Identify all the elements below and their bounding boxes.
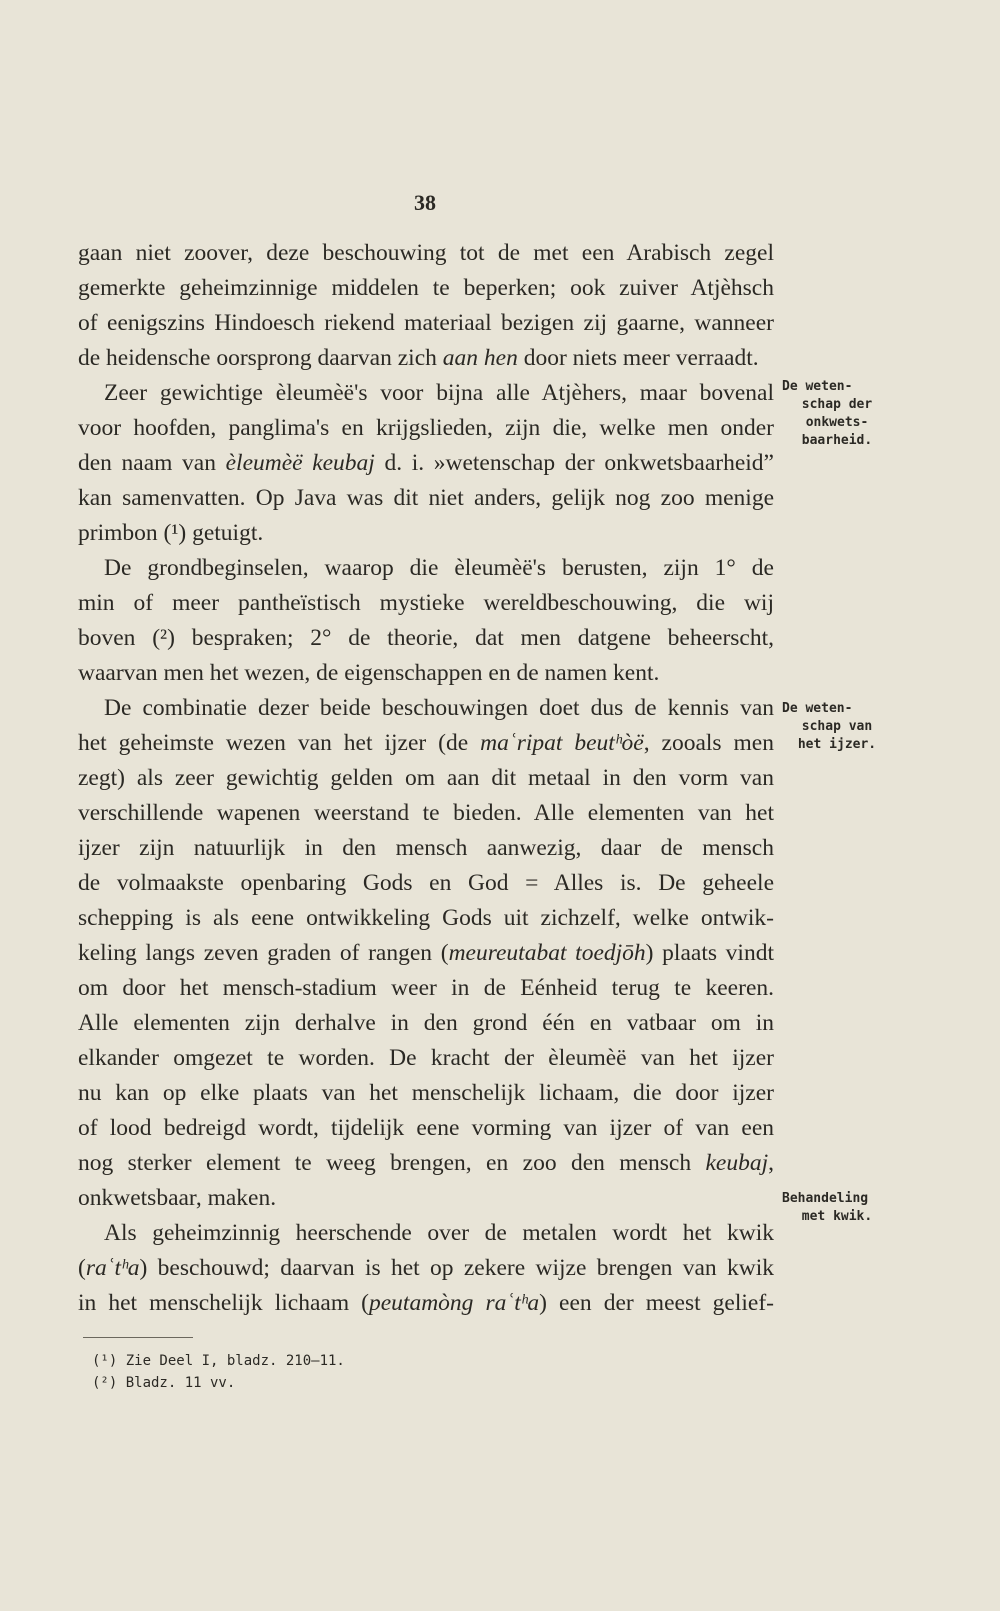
text-line: De combinatie dezer beide beschouwingen doet dus de kennis van (104, 695, 774, 721)
text-line: het geheimste wezen van het ijzer (de maʿripat beutʰòë, zooals men (78, 730, 774, 756)
text-line: den naam van èleumèë keubaj d. i. »wetenschap der onkwetsbaarheid” (78, 450, 774, 476)
margin-note-onkwetsbaarheid (782, 378, 892, 450)
text-line: elkander omgezet te worden. De kracht der èleumèë van het ijzer (78, 1045, 774, 1071)
margin-note-line: baarheid. (801, 433, 873, 448)
text-line: of eenigszins Hindoesch riekend materiaal bezigen zij gaarne, wanneer (78, 310, 774, 336)
text-line: Als geheimzinnig heerschende over de metalen wordt het kwik (104, 1220, 774, 1246)
text-line: primbon (¹) getuigt. (78, 520, 264, 546)
margin-note-line: De weten- (782, 701, 853, 716)
margin-note-line: schap der (801, 397, 873, 412)
text-line: ijzer zijn natuurlijk in den mensch aanwezig, daar de mensch (78, 835, 774, 861)
text-line: voor hoofden, panglima's en krijgslieden, zijn die, welke men onder (78, 415, 774, 441)
text-line: zegt) als zeer gewichtig gelden om aan dit metaal in den vorm van (78, 765, 774, 791)
footnote-divider (83, 1337, 193, 1338)
margin-note-line: Behandeling (782, 1191, 869, 1206)
margin-note-ijzer (782, 700, 892, 754)
text-line: de heidensche oorsprong daarvan zich aan hen door niets meer verraadt. (78, 345, 759, 371)
text-line: (raʿtʰa) beschouwd; daarvan is het op zekere wijze brengen van kwik (78, 1255, 774, 1281)
margin-note-line: met kwik. (801, 1209, 873, 1224)
margin-note-line: De weten- (782, 379, 853, 394)
text-line: of lood bedreigd wordt, tijdelijk eene vorming van ijzer of van een (78, 1115, 774, 1141)
text-line: gaan niet zoover, deze beschouwing tot de met een Arabisch zegel (78, 240, 774, 266)
text-line: keling langs zeven graden of rangen (meureutabat toedjōh) plaats vindt (78, 940, 774, 966)
text-line: boven (²) bespraken; 2° de theorie, dat men datgene beheerscht, (78, 625, 774, 651)
body-text (78, 236, 774, 1321)
text-line: in het menschelijk lichaam (peutamòng raʿtʰa) een der meest gelief- (78, 1290, 774, 1316)
text-line: min of meer pantheïstisch mystieke wereldbeschouwing, die wij (78, 590, 774, 616)
text-line: onkwetsbaar, maken. (78, 1185, 277, 1211)
text-line: nu kan op elke plaats van het menschelijk lichaam, die door ijzer (78, 1080, 774, 1106)
text-line: gemerkte geheimzinnige middelen te beperken; ook zuiver Atjèhsch (78, 275, 774, 301)
text-line: om door het mensch-stadium weer in de Eénheid terug te keeren. (78, 975, 774, 1001)
margin-note-line: onkwets- (805, 415, 869, 430)
footnote-1: (¹) Zie Deel I, bladz. 210—11. (92, 1353, 345, 1369)
text-line: kan samenvatten. Op Java was dit niet anders, gelijk nog zoo menige (78, 485, 774, 511)
text-line: Zeer gewichtige èleumèë's voor bijna alle Atjèhers, maar bovenal (104, 380, 774, 406)
text-line: nog sterker element te weeg brengen, en zoo den mensch keubaj, (78, 1150, 774, 1176)
margin-note-kwik (782, 1190, 892, 1226)
text-line: De grondbeginselen, waarop die èleumèë's berusten, zijn 1° de (104, 555, 774, 581)
text-line: verschillende wapenen weerstand te bieden. Alle elementen van het (78, 800, 774, 826)
footnotes (92, 1350, 345, 1394)
footnote-2: (²) Bladz. 11 vv. (92, 1375, 236, 1391)
margin-note-line: het ijzer. (797, 737, 877, 752)
text-line: waarvan men het wezen, de eigenschappen en de namen kent. (78, 660, 660, 686)
text-line: schepping is als eene ontwikkeling Gods uit zichzelf, welke ontwik- (78, 905, 774, 931)
margin-note-line: schap van (801, 719, 873, 734)
page-number: 38 (414, 190, 436, 215)
text-line: de volmaakste openbaring Gods en God = Alles is. De geheele (78, 870, 774, 896)
text-line: Alle elementen zijn derhalve in den grond één en vatbaar om in (78, 1010, 774, 1036)
